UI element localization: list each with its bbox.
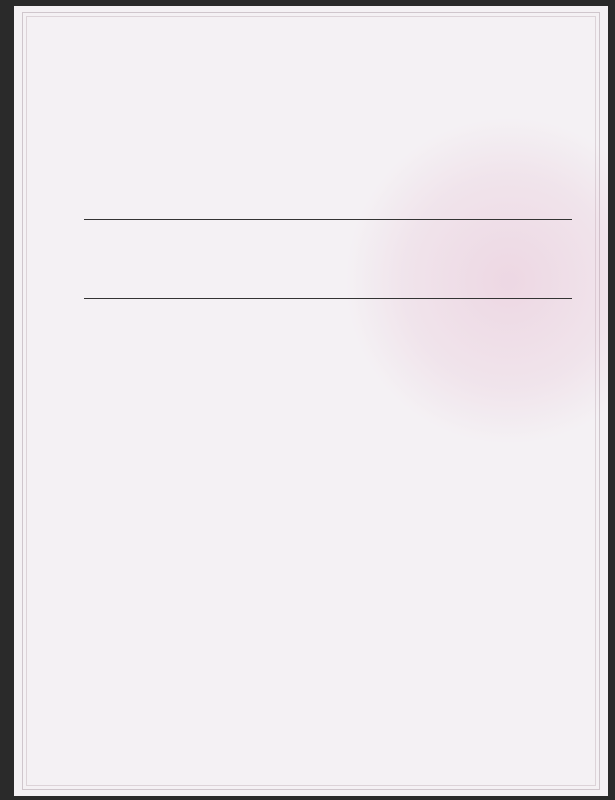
divider xyxy=(84,219,572,220)
document-page xyxy=(14,6,608,796)
divider xyxy=(84,298,572,299)
